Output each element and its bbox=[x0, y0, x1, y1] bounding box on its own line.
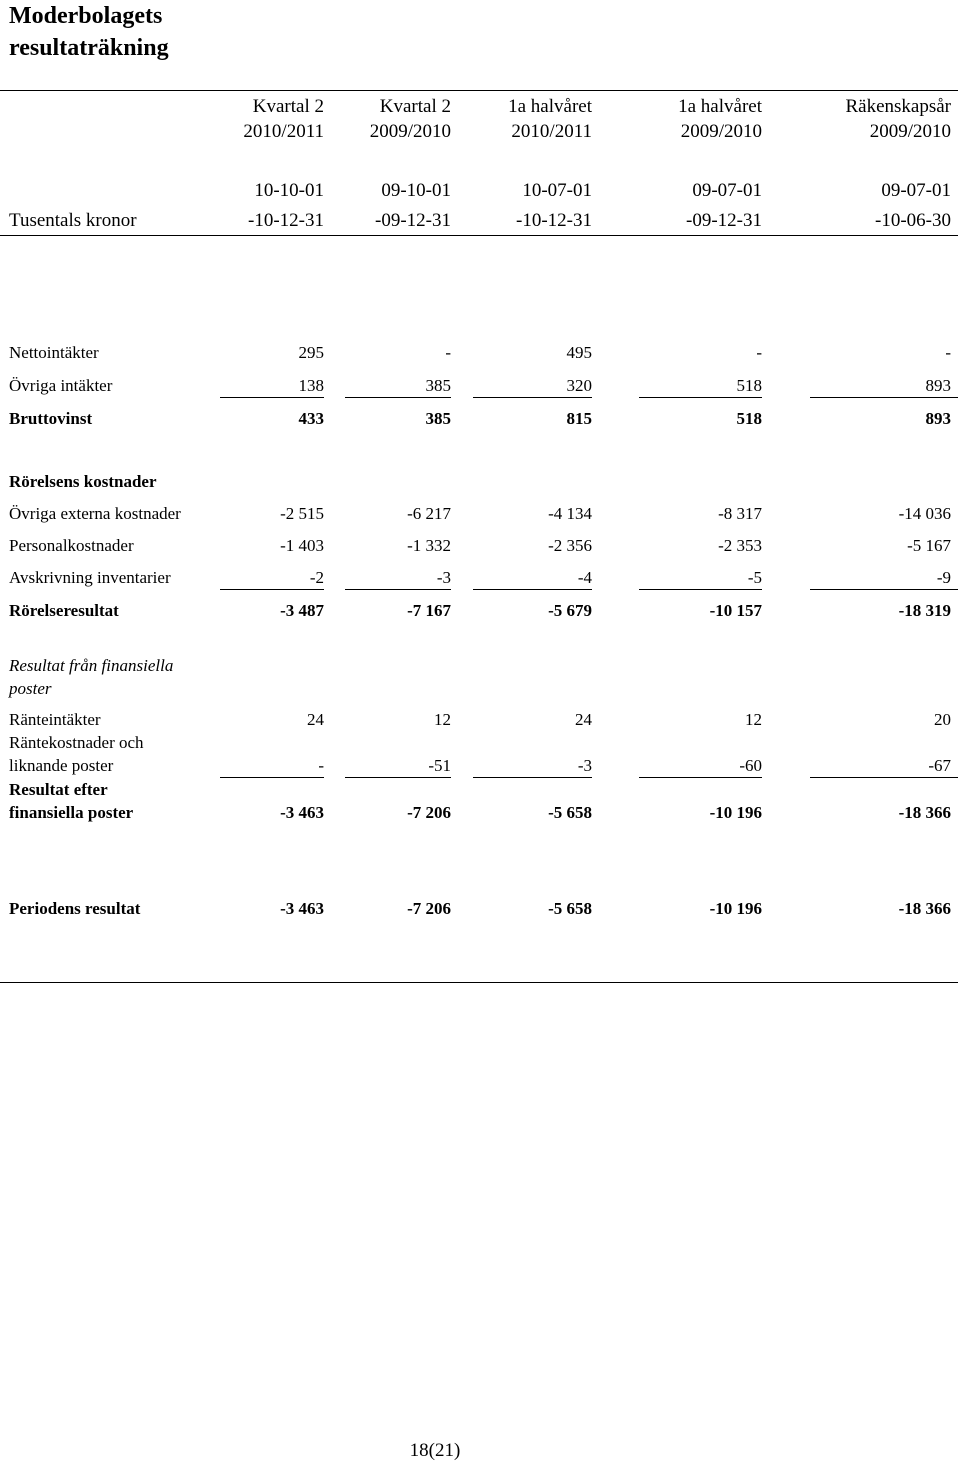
row-label: Avskrivning inventarier bbox=[9, 568, 171, 587]
cell-value: 893 bbox=[925, 376, 951, 395]
row-label: Övriga intäkter bbox=[9, 376, 113, 395]
subtotal-underline bbox=[639, 777, 762, 778]
row-label bbox=[9, 654, 173, 700]
row-label bbox=[9, 731, 144, 777]
col-header-line: 2009/2010 bbox=[369, 121, 451, 142]
subtotal-underline bbox=[345, 589, 451, 590]
col-header-line: 1a halvåret bbox=[508, 96, 592, 117]
cell-value: -18 366 bbox=[898, 899, 951, 918]
date-to: -10-06-30 bbox=[875, 210, 951, 231]
cell-value: 12 bbox=[434, 710, 451, 729]
row-label: Bruttovinst bbox=[9, 409, 93, 428]
cell-value: -3 487 bbox=[280, 601, 324, 620]
subtotal-underline bbox=[220, 397, 324, 398]
cell-value: -51 bbox=[428, 756, 451, 775]
cell-value: -67 bbox=[928, 756, 951, 775]
cell-value: -5 658 bbox=[548, 899, 592, 918]
cell-value: 815 bbox=[566, 409, 592, 428]
cell-value: -1 332 bbox=[407, 536, 451, 555]
date-from: 09-07-01 bbox=[881, 180, 951, 201]
col-date-5 bbox=[780, 178, 951, 233]
col-header-4 bbox=[620, 94, 762, 144]
cell-value: -18 319 bbox=[898, 601, 951, 620]
cell-value: -8 317 bbox=[718, 504, 762, 523]
date-to: -09-12-31 bbox=[375, 210, 451, 231]
page-number: 18(21) bbox=[409, 1440, 461, 1461]
cell-value: 320 bbox=[566, 376, 592, 395]
header-rule bbox=[0, 90, 958, 91]
cell-value: -10 196 bbox=[709, 899, 762, 918]
cell-value: -1 403 bbox=[280, 536, 324, 555]
cell-value: 24 bbox=[307, 710, 324, 729]
cell-value: -5 679 bbox=[548, 601, 592, 620]
row-label: Nettointäkter bbox=[9, 343, 99, 362]
date-to: -10-12-31 bbox=[248, 210, 324, 231]
row-label-line: poster bbox=[9, 679, 52, 698]
page-title bbox=[9, 0, 169, 64]
cell-value: -4 bbox=[577, 568, 592, 587]
col-date-2 bbox=[330, 178, 451, 233]
cell-value: -2 515 bbox=[280, 504, 324, 523]
footer-rule bbox=[0, 982, 958, 983]
row-label-line: Resultat efter bbox=[9, 780, 108, 799]
cell-value: - bbox=[945, 343, 951, 362]
unit-label: Tusentals kronor bbox=[9, 210, 137, 231]
cell-value: 20 bbox=[934, 710, 951, 729]
subtotal-underline bbox=[220, 589, 324, 590]
subtotal-underline bbox=[345, 397, 451, 398]
subtotal-underline bbox=[810, 777, 958, 778]
cell-value: 12 bbox=[745, 710, 762, 729]
cell-value: -7 206 bbox=[407, 899, 451, 918]
cell-value: -3 bbox=[436, 568, 451, 587]
cell-value: -18 366 bbox=[898, 803, 951, 822]
col-header-line: 2009/2010 bbox=[680, 121, 762, 142]
col-header-1 bbox=[200, 94, 324, 144]
col-date-1 bbox=[200, 178, 324, 233]
cell-value: 385 bbox=[425, 376, 451, 395]
row-label-line: liknande poster bbox=[9, 756, 114, 775]
col-date-4 bbox=[620, 178, 762, 233]
subtotal-underline bbox=[473, 589, 592, 590]
cell-value: 385 bbox=[425, 409, 451, 428]
cell-value: -4 134 bbox=[548, 504, 592, 523]
subtotal-underline bbox=[473, 777, 592, 778]
row-label-line: finansiella poster bbox=[9, 803, 134, 822]
col-header-line: 2009/2010 bbox=[869, 121, 951, 142]
cell-value: -3 463 bbox=[280, 899, 324, 918]
col-date-3 bbox=[460, 178, 592, 233]
row-label bbox=[9, 778, 133, 824]
cell-value: - bbox=[318, 756, 324, 775]
cell-value: -7 206 bbox=[407, 803, 451, 822]
subtotal-underline bbox=[810, 397, 958, 398]
col-header-line: Kvartal 2 bbox=[252, 96, 324, 117]
cell-value: -2 356 bbox=[548, 536, 592, 555]
cell-value: -9 bbox=[936, 568, 951, 587]
cell-value: 495 bbox=[566, 343, 592, 362]
row-label: Ränteintäkter bbox=[9, 710, 101, 729]
cell-value: -10 157 bbox=[709, 601, 762, 620]
cell-value: -2 353 bbox=[718, 536, 762, 555]
cell-value: -14 036 bbox=[898, 504, 951, 523]
cell-value: - bbox=[445, 343, 451, 362]
row-label-line: Räntekostnader och bbox=[9, 733, 144, 752]
date-from: 09-07-01 bbox=[692, 180, 762, 201]
cell-value: - bbox=[756, 343, 762, 362]
date-from: 10-10-01 bbox=[254, 180, 324, 201]
title-line-1: Moderbolagets bbox=[9, 3, 163, 29]
col-header-line: 2010/2011 bbox=[511, 121, 592, 142]
col-header-3 bbox=[460, 94, 592, 144]
col-header-line: 2010/2011 bbox=[243, 121, 324, 142]
subtotal-underline bbox=[639, 589, 762, 590]
subtotal-underline bbox=[473, 397, 592, 398]
cell-value: -7 167 bbox=[407, 601, 451, 620]
cell-value: -60 bbox=[739, 756, 762, 775]
row-label-line: Resultat från finansiella bbox=[9, 656, 174, 675]
cell-value: 893 bbox=[925, 409, 951, 428]
cell-value: 24 bbox=[575, 710, 592, 729]
cell-value: -3 463 bbox=[280, 803, 324, 822]
row-label: Personalkostnader bbox=[9, 536, 134, 555]
cell-value: 295 bbox=[298, 343, 324, 362]
cell-value: -2 bbox=[309, 568, 324, 587]
col-header-line: Räkenskapsår bbox=[845, 96, 951, 117]
subtotal-underline bbox=[345, 777, 451, 778]
row-label: Övriga externa kostnader bbox=[9, 504, 181, 523]
row-label: Rörelsens kostnader bbox=[9, 472, 157, 491]
col-header-line: 1a halvåret bbox=[678, 96, 762, 117]
col-header-line: Kvartal 2 bbox=[379, 96, 451, 117]
date-from: 09-10-01 bbox=[381, 180, 451, 201]
title-line-2: resultaträkning bbox=[9, 35, 169, 61]
cell-value: 433 bbox=[298, 409, 324, 428]
row-label: Periodens resultat bbox=[9, 899, 141, 918]
date-from: 10-07-01 bbox=[522, 180, 592, 201]
cell-value: -5 167 bbox=[907, 536, 951, 555]
date-to: -10-12-31 bbox=[516, 210, 592, 231]
cell-value: -3 bbox=[577, 756, 592, 775]
col-header-2 bbox=[330, 94, 451, 144]
subtotal-underline bbox=[639, 397, 762, 398]
date-to: -09-12-31 bbox=[686, 210, 762, 231]
cell-value: 518 bbox=[736, 376, 762, 395]
cell-value: -5 bbox=[747, 568, 762, 587]
cell-value: -5 658 bbox=[548, 803, 592, 822]
cell-value: 518 bbox=[736, 409, 762, 428]
table-header-rule bbox=[0, 235, 958, 236]
row-label: Rörelseresultat bbox=[9, 601, 119, 620]
subtotal-underline bbox=[220, 777, 324, 778]
cell-value: -6 217 bbox=[407, 504, 451, 523]
cell-value: 138 bbox=[298, 376, 324, 395]
subtotal-underline bbox=[810, 589, 958, 590]
cell-value: -10 196 bbox=[709, 803, 762, 822]
col-header-5 bbox=[780, 94, 951, 144]
